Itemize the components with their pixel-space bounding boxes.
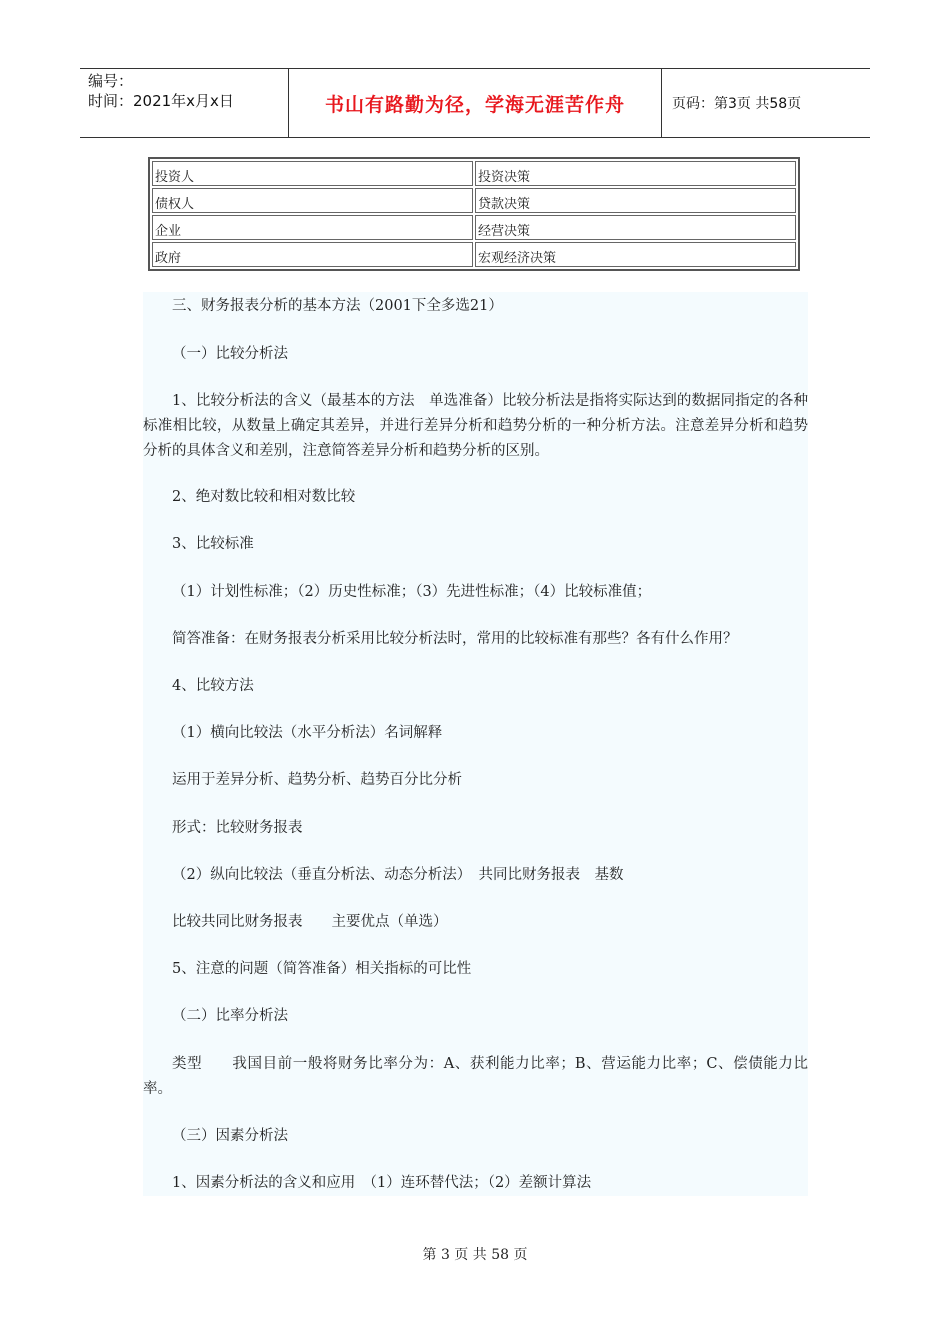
table-row <box>152 188 796 213</box>
body-paragraph: 比较共同比财务报表 主要优点（单选） <box>172 914 448 930</box>
body-paragraph: （2）纵向比较法（垂直分析法、动态分析法） 共同比财务报表 基数 <box>172 867 624 883</box>
body-paragraph: （1）横向比较法（水平分析法）名词解释 <box>172 725 443 741</box>
table-cell: 经营决策 <box>475 215 796 240</box>
body-paragraph: 形式：比较财务报表 <box>172 820 303 836</box>
table-row <box>152 161 796 186</box>
content-area <box>143 292 808 1196</box>
subsection-heading: （三）因素分析法 <box>172 1128 288 1144</box>
body-paragraph: 2、绝对数比较和相对数比较 <box>172 489 356 505</box>
table-cell: 贷款决策 <box>475 188 796 213</box>
table-cell: 投资人 <box>152 161 473 186</box>
body-paragraph: （1）计划性标准；（2）历史性标准；（3）先进性标准；（4）比较标准值； <box>172 584 652 600</box>
page-footer: 第 3 页 共 58 页 <box>422 1247 528 1263</box>
body-paragraph: 运用于差异分析、趋势分析、趋势百分比分析 <box>172 772 462 788</box>
table-cell: 投资决策 <box>475 161 796 186</box>
body-paragraph: 1、比较分析法的含义（最基本的方法 单选准备）比较分析法是指将实际达到的数据同指定的各种标准相比较，从数量上确定其差异，并进行差异分析和趋势分析的一种分析方法。注意差异分析和趋势分析的具体含义和差别，注意简答差异分析和趋势分析的区别。 <box>143 393 808 459</box>
header-meta <box>80 69 289 137</box>
table-cell: 政府 <box>152 242 473 267</box>
body-paragraph: 1、因素分析法的含义和应用 （1）连环替代法；（2）差额计算法 <box>172 1175 592 1191</box>
body-paragraph: 简答准备：在财务报表分析采用比较分析法时，常用的比较标准有那些？各有什么作用？ <box>172 631 738 647</box>
page-header <box>80 68 870 138</box>
stakeholder-table <box>148 157 800 271</box>
header-page-info: 页码：第3页 共58页 <box>672 96 802 112</box>
body-paragraph: 4、比较方法 <box>172 678 254 694</box>
time-label: 时间：2021年x月x日 <box>88 92 234 110</box>
subsection-heading: （一）比较分析法 <box>172 346 288 362</box>
table-cell: 债权人 <box>152 188 473 213</box>
body-paragraph: 5、注意的问题（简答准备）相关指标的可比性 <box>172 961 472 977</box>
number-label: 编号： <box>88 72 134 90</box>
subsection-heading: （二）比率分析法 <box>172 1008 288 1024</box>
table-row <box>152 215 796 240</box>
table-row <box>152 242 796 267</box>
table-cell: 企业 <box>152 215 473 240</box>
body-paragraph: 类型 我国目前一般将财务比率分为：A、获利能力比率；B、营运能力比率；C、偿债能力比率。 <box>143 1056 808 1097</box>
table-cell: 宏观经济决策 <box>475 242 796 267</box>
body-paragraph: 3、比较标准 <box>172 536 254 552</box>
header-motto: 书山有路勤为径，学海无涯苦作舟 <box>289 69 662 137</box>
section-heading: 三、财务报表分析的基本方法（2001下全多选21） <box>172 298 503 314</box>
